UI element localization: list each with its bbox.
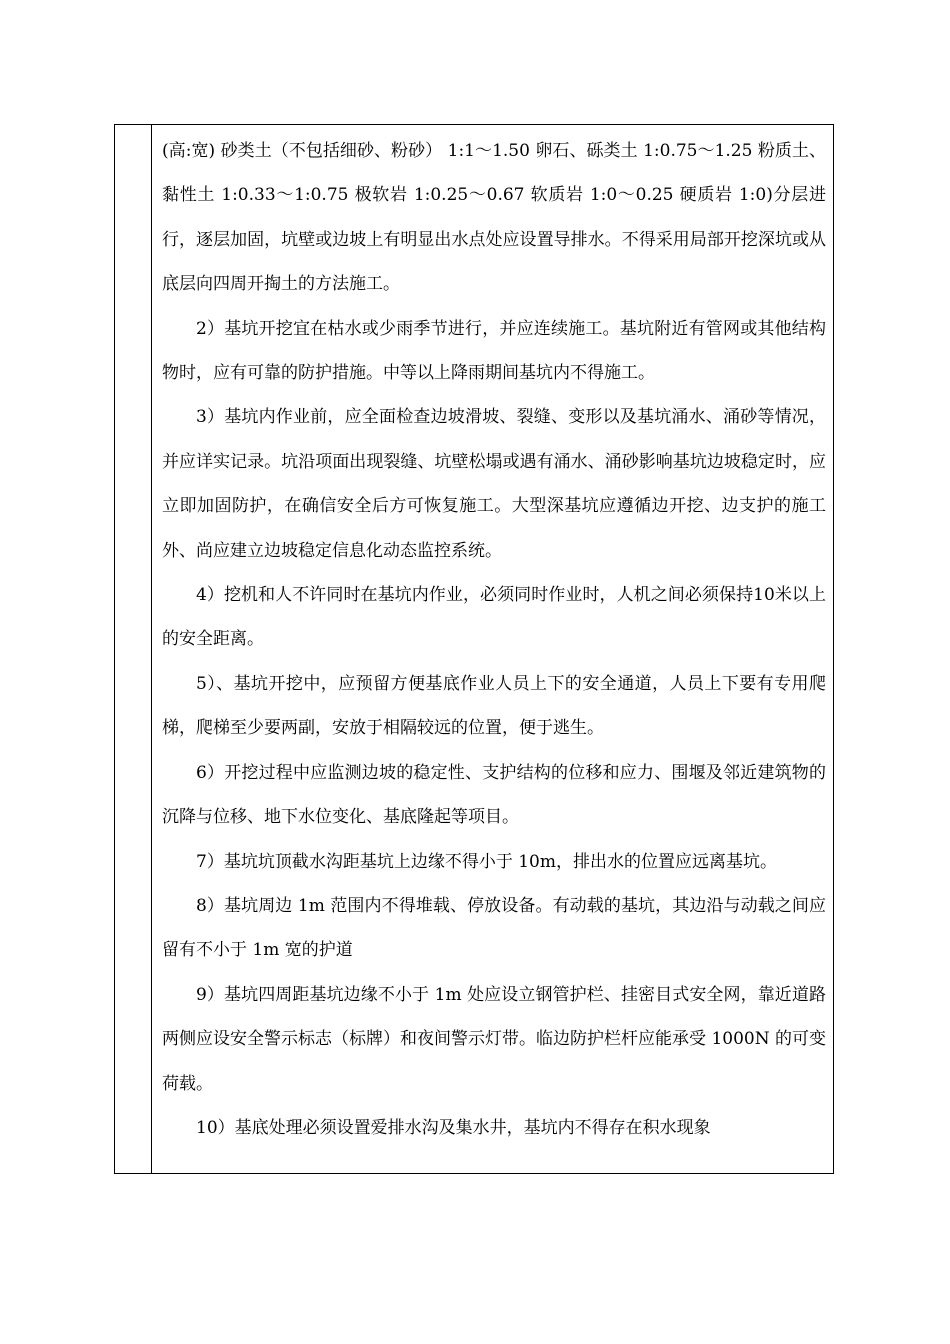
paragraph-1: (高:宽) 砂类土（不包括细砂、粉砂） 1:1～1.50 卵石、砾类土 1:0.75～1.25 粉质土、黏性土 1:0.33～1:0.75 极软岩 1:0.25～0.67 软质岩 1:0～0.25 硬质岩 1:0)分层进行，逐层加固，坑壁或边坡上有明显出水点处应设置导排水。不得采用局部开挖深坑或从底层向四周开掏土的方法施工。 — [162, 141, 826, 295]
table-left-column — [115, 125, 152, 1173]
paragraph-10: 10）基底处理必须设置爱排水沟及集水井，基坑内不得存在积水现象 — [196, 1117, 711, 1138]
paragraph-9: 9）基坑四周距基坑边缘不小于 1m 处应设立钢管护栏、挂密目式安全网，靠近道路两侧应设安全警示标志（标牌）和夜间警示灯带。临边防护栏杆应能承受 1000N 的可变荷载。 — [162, 984, 826, 1094]
table-content-cell — [162, 129, 826, 1150]
paragraph-3: 3）基坑内作业前，应全面检查边坡滑坡、裂缝、变形以及基坑涌水、涌砂等情况，并应详实记录。坑沿项面出现裂缝、坑壁松塌或遇有涌水、涌砂影响基坑边坡稳定时，应立即加固防护，在确信安全后方可恢复施工。大型深基坑应遵循边开挖、边支护的施工外、尚应建立边坡稳定信息化动态监控系统。 — [162, 407, 826, 561]
paragraph-6: 6）开挖过程中应监测边坡的稳定性、支护结构的位移和应力、围堰及邻近建筑物的沉降与位移、地下水位变化、基底隆起等项目。 — [162, 762, 826, 828]
document-table — [114, 124, 834, 1174]
paragraph-7: 7）基坑坑顶截水沟距基坑上边缘不得小于 10m，排出水的位置应远离基坑。 — [196, 851, 777, 872]
paragraph-8: 8）基坑周边 1m 范围内不得堆载、停放设备。有动载的基坑，其边沿与动载之间应留有不小于 1m 宽的护道 — [162, 895, 826, 961]
paragraph-5: 5）、基坑开挖中，应预留方便基底作业人员上下的安全通道，人员上下要有专用爬梯，爬梯至少要两副，安放于相隔较远的位置，便于逃生。 — [162, 673, 826, 739]
paragraph-2: 2）基坑开挖宜在枯水或少雨季节进行，并应连续施工。基坑附近有管网或其他结构物时，应有可靠的防护措施。中等以上降雨期间基坑内不得施工。 — [162, 318, 826, 384]
paragraph-4: 4）挖机和人不许同时在基坑内作业，必须同时作业时，人机之间必须保持10米以上的安全距离。 — [162, 585, 826, 650]
